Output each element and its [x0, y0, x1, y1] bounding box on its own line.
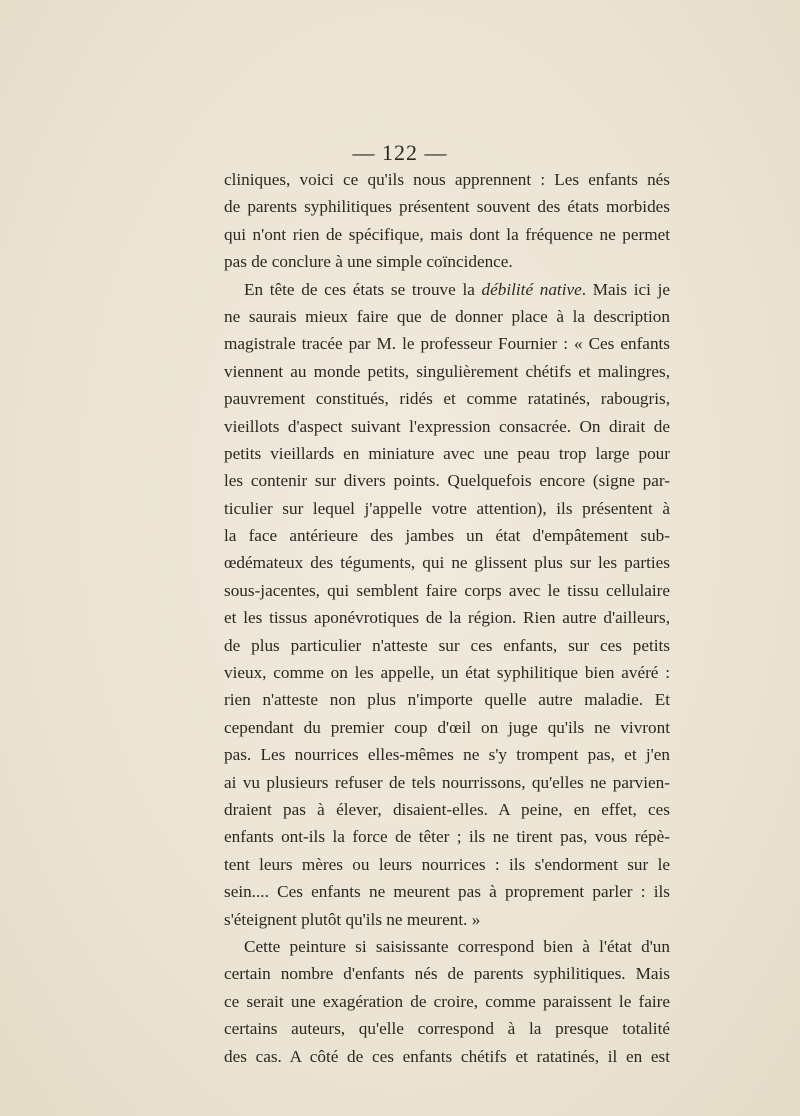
text-line: ne saurais mieux faire que de donner place à la description	[224, 306, 670, 326]
text-line: ce serait une exagération de croire, comme paraissent le faire	[224, 991, 670, 1011]
text-line: Cette peinture si saisissante correspond bien à l'état d'un	[244, 936, 670, 956]
text-line: vieux, comme on les appelle, un état syphilitique bien avéré :	[224, 663, 670, 683]
text-line: la face antérieure des jambes un état d'empâtement sub-	[224, 526, 670, 546]
text-line	[224, 276, 670, 303]
text-line: de plus particulier n'atteste sur ces enfants, sur ces petits	[224, 635, 670, 655]
text-line: enfants ont-ils la force de têter ; ils ne tirent pas, vous répè-	[224, 827, 670, 847]
text-line: certains auteurs, qu'elle correspond à la presque totalité	[224, 1019, 670, 1039]
text-line: petits vieillards en miniature avec une peau trop large pour	[224, 443, 670, 463]
text-line: ai vu plusieurs refuser de tels nourrissons, qu'elles ne parvien-	[224, 772, 670, 792]
text-line: vieillots d'aspect suivant l'expression consacrée. On dirait de	[224, 416, 670, 436]
page-number: — 122 —	[352, 140, 448, 165]
text-line: les contenir sur divers points. Quelquefois encore (signe par-	[224, 471, 670, 491]
text-line: pas de conclure à une simple coïncidence.	[224, 252, 513, 272]
body-text	[224, 166, 670, 1070]
emphasized-term: débilité native	[481, 279, 582, 299]
text-line: viennent au monde petits, singulièrement chétifs et malingres,	[224, 361, 670, 381]
text-line: s'éteignent plutôt qu'ils ne meurent. »	[224, 909, 481, 929]
text-line: et les tissus aponévrotiques de la région. Rien autre d'ailleurs,	[224, 608, 670, 628]
text-line: des cas. A côté de ces enfants chétifs et ratatinés, il en est	[224, 1046, 670, 1066]
text-line: pauvrement constitués, ridés et comme ratatinés, rabougris,	[224, 389, 670, 409]
text-line: sous-jacentes, qui semblent faire corps avec le tissu cellulaire	[224, 580, 670, 600]
text-segment: . Mais ici je	[581, 279, 671, 299]
text-line: œdémateux des téguments, qui ne glissent plus sur les parties	[224, 553, 670, 573]
text-line: ticulier sur lequel j'appelle votre attention), ils présentent à	[224, 498, 670, 518]
text-line: de parents syphilitiques présentent souvent des états morbides	[224, 197, 670, 217]
text-line: pas. Les nourrices elles-mêmes ne s'y trompent pas, et j'en	[224, 745, 670, 765]
text-segment: En tête de ces états se trouve la	[244, 279, 482, 299]
text-line: sein.... Ces enfants ne meurent pas à proprement parler : ils	[224, 882, 670, 902]
text-line: draient pas à élever, disaient-elles. A peine, en effet, ces	[224, 799, 670, 819]
text-line: rien n'atteste non plus n'importe quelle autre maladie. Et	[224, 690, 670, 710]
text-line: cependant du premier coup d'œil on juge qu'ils ne vivront	[224, 717, 670, 737]
text-line: certain nombre d'enfants nés de parents syphilitiques. Mais	[224, 964, 670, 984]
text-line: qui n'ont rien de spécifique, mais dont la fréquence ne permet	[224, 224, 670, 244]
text-line: tent leurs mères ou leurs nourrices : ils s'endorment sur le	[224, 854, 670, 874]
text-line: magistrale tracée par M. le professeur Fournier : « Ces enfants	[224, 334, 670, 354]
text-line: cliniques, voici ce qu'ils nous apprennent : Les enfants nés	[224, 170, 670, 189]
